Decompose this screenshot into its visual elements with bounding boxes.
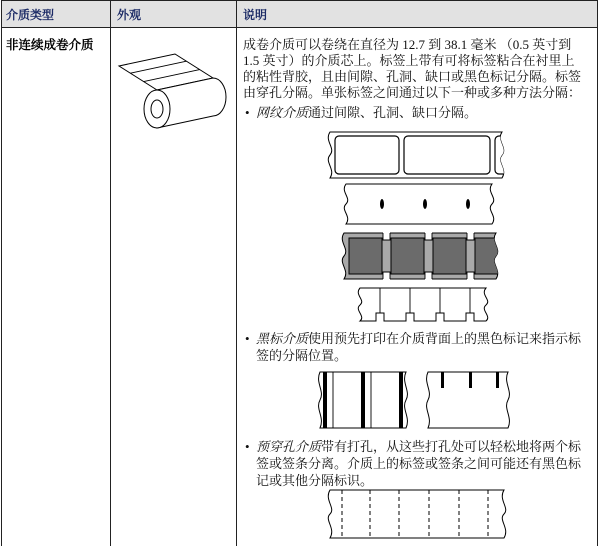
label-liner bbox=[344, 184, 493, 224]
description-line: 成卷介质可以卷绕在直径为 12.7 到 38.1 毫米 （0.5 英寸到 bbox=[243, 37, 572, 52]
column-divider bbox=[110, 0, 111, 546]
bullet-term: 预穿孔介质 bbox=[256, 439, 322, 454]
notched-edge-labels-icon bbox=[352, 285, 494, 325]
roll-core bbox=[151, 100, 163, 118]
notch-separated-labels-icon bbox=[336, 229, 504, 283]
description-line: 的粘性背胶，且由间隙、孔洞、缺口或黑色标记分隔。标签 bbox=[243, 69, 582, 84]
description-line: 由穿孔分隔。单张标签之间通过以下一种或多种方法分隔： bbox=[243, 85, 582, 100]
bullet-line bbox=[256, 105, 477, 121]
black-mark bbox=[399, 372, 403, 428]
header-description: 说明 bbox=[243, 8, 268, 22]
table-left-border bbox=[1, 0, 2, 546]
hole-mark bbox=[380, 199, 384, 209]
bullet-text: 带有打孔，从这些打孔处可以轻松地将两个标 bbox=[321, 439, 582, 454]
bullet-text: 通过间隙、孔洞、缺口分隔。 bbox=[308, 105, 478, 120]
label-shape bbox=[335, 136, 399, 174]
header-bottom-border bbox=[1, 27, 598, 28]
media-type-name: 非连续成卷介质 bbox=[6, 38, 94, 52]
black-mark bbox=[496, 372, 499, 388]
column-divider bbox=[236, 0, 237, 546]
gap-separated-labels-icon bbox=[320, 129, 512, 181]
bullet-line bbox=[256, 330, 581, 347]
label-shape bbox=[404, 136, 490, 174]
hole-mark bbox=[423, 199, 427, 209]
bullet-line: 签的分隔位置。 bbox=[256, 348, 348, 363]
label-liner bbox=[358, 288, 487, 321]
label-liner bbox=[328, 490, 505, 538]
hole-mark bbox=[466, 199, 470, 209]
label-shape bbox=[495, 136, 525, 174]
full-width-black-mark-icon bbox=[314, 369, 412, 431]
table-right-border bbox=[597, 0, 598, 546]
label-roll-icon bbox=[113, 40, 233, 132]
bullet-term: 网纹介质 bbox=[256, 105, 309, 120]
label-shape bbox=[433, 238, 466, 274]
table-header-row bbox=[1, 1, 598, 27]
bullet-term: 黑标介质 bbox=[256, 331, 309, 346]
partial-black-mark-icon bbox=[422, 369, 514, 431]
header-appearance: 外观 bbox=[117, 8, 142, 22]
bullet-line: 签或签条分离。介质上的标签或签条之间可能还有黑色标 bbox=[256, 456, 582, 471]
bullet-perforated-media bbox=[256, 438, 581, 489]
label-shape bbox=[475, 238, 508, 274]
description-intro bbox=[243, 37, 581, 101]
table-top-border bbox=[1, 0, 598, 1]
bullet-black-mark-media bbox=[256, 330, 581, 364]
label-shape bbox=[349, 238, 382, 274]
bullet-web-media bbox=[256, 105, 477, 121]
bullet-text: 使用预先打印在介质背面上的黑色标记来指示标 bbox=[308, 331, 582, 346]
black-mark bbox=[361, 372, 365, 428]
bullet-line: 记或其他分隔标识。 bbox=[256, 473, 374, 488]
black-mark bbox=[441, 372, 444, 388]
black-mark bbox=[323, 372, 327, 428]
label-shape bbox=[391, 238, 424, 274]
perforated-labels-icon bbox=[322, 487, 512, 541]
black-mark bbox=[469, 372, 472, 388]
bullet-line bbox=[256, 438, 581, 455]
header-media-type: 介质类型 bbox=[6, 8, 55, 22]
description-line: 1.5 英寸）的介质芯上。标签上带有可将标签粘合在衬里上 bbox=[243, 53, 575, 68]
hole-separated-labels-icon bbox=[338, 181, 500, 227]
